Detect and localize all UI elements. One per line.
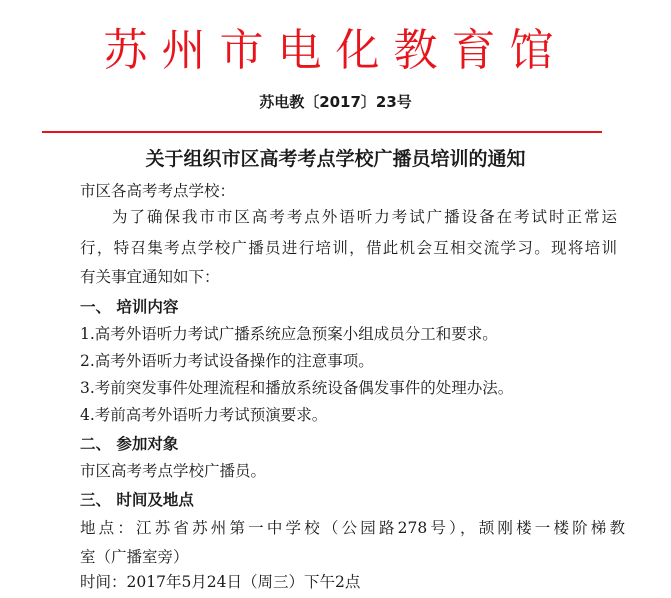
- location-line-1: 地点：江苏省苏州第一中学校（公园路278号），颉刚楼一楼阶梯教: [80, 519, 625, 537]
- participants-text: 市区高考考点学校广播员。: [80, 462, 267, 480]
- time-line: 时间：2017年5月24日（周三）下午2点: [80, 573, 361, 591]
- list-item: 3.考前突发事件处理流程和播放系统设备偶发事件的处理办法。: [80, 379, 514, 397]
- intro-line-1: 为了确保我市市区高考考点外语听力考试广播设备在考试时正常运: [112, 208, 617, 226]
- notice-title: 关于组织市区高考考点学校广播员培训的通知: [145, 148, 526, 170]
- document-number: 苏电教〔2017〕23号: [259, 93, 412, 111]
- section-heading-participants: 二、 参加对象: [80, 435, 179, 453]
- list-item: 1.高考外语听力考试广播系统应急预案小组成员分工和要求。: [80, 325, 498, 343]
- section-heading-time-location: 三、 时间及地点: [80, 491, 194, 509]
- list-item: 4.考前高考外语听力考试预演要求。: [80, 406, 328, 424]
- section-heading-training-content: 一、 培训内容: [80, 298, 179, 316]
- org-name-heading: 苏州市电化教育馆: [103, 25, 568, 76]
- intro-line-3: 有关事宜通知如下：: [80, 268, 220, 286]
- red-divider-line: [42, 131, 602, 133]
- intro-line-2: 行，特召集考点学校广播员进行培训，借此机会互相交流学习。现将培训: [80, 239, 617, 257]
- location-line-2: 室（广播室旁）: [80, 548, 189, 566]
- list-item: 2.高考外语听力考试设备操作的注意事项。: [80, 352, 374, 370]
- salutation: 市区各高考考点学校：: [80, 182, 236, 200]
